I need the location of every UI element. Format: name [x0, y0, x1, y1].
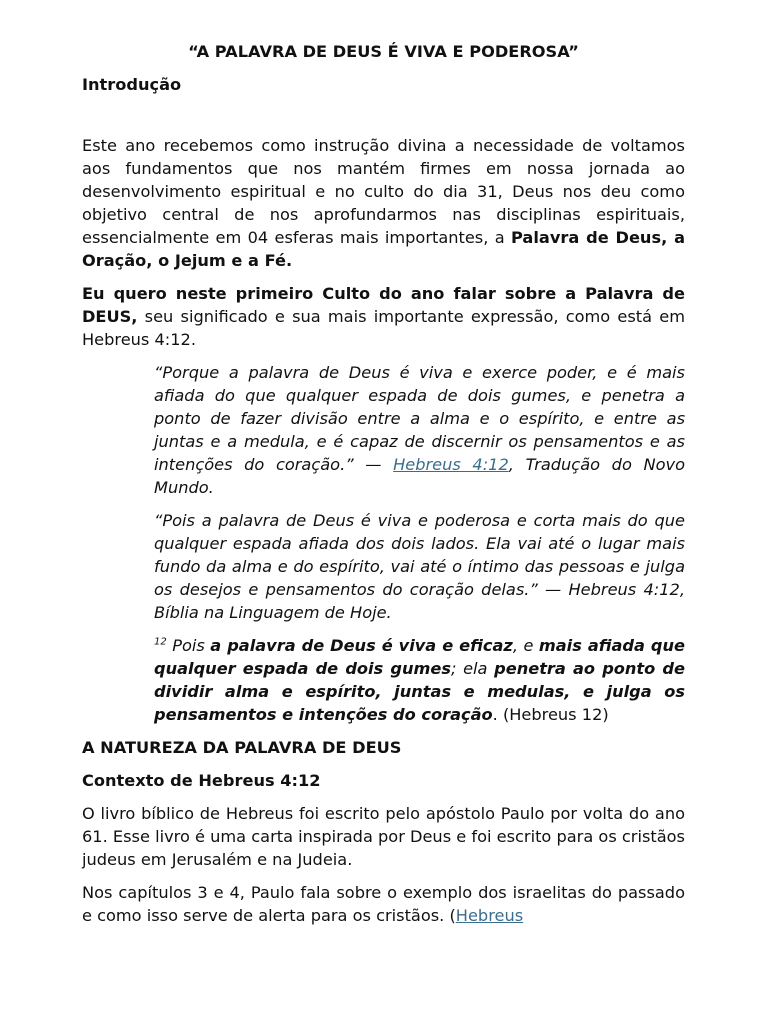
- culto-paragraph-text: seu significado e sua mais importante expressão, como está em Hebreus 4:12.: [82, 307, 685, 349]
- context-paragraph: O livro bíblico de Hebreus foi escrito pelo apóstolo Paulo por volta do ano 61. Esse livro é uma carta inspirada por Deus e foi escrito para os cristãos judeus em Jerusalém e na Judeia.: [82, 804, 685, 869]
- intro-paragraph: [82, 134, 685, 272]
- intro-heading: Introdução: [82, 75, 182, 94]
- verse-number: 12: [154, 636, 167, 648]
- document-page: [82, 40, 685, 937]
- quote-verse-mid-2: ; ela: [450, 659, 495, 678]
- quote-tnm-source: , Tradução do Novo Mundo.: [154, 455, 685, 497]
- document-title: “A PALAVRA DE DEUS É VIVA E PODEROSA”: [188, 42, 579, 61]
- quote-tnm: [154, 361, 685, 499]
- quote-blh: [154, 509, 685, 624]
- quote-tnm-text: “Porque a palavra de Deus é viva e exerce poder, e é mais afiada do que qualquer espada de dois gumes, e penetra a ponto de fazer divisão entre a alma e o espírito, e entre as juntas e a medula, e é capaz de discernir os pensamentos e as intenções do coração.” —: [154, 363, 685, 474]
- quote-verse-mid-1: , e: [512, 636, 539, 655]
- quote-verse-12: [154, 634, 685, 726]
- culto-paragraph-bold: Eu quero neste primeiro Culto do ano falar sobre a Palavra de DEUS,: [82, 284, 685, 326]
- culto-paragraph: [82, 282, 685, 351]
- context-heading: Contexto de Hebreus 4:12: [82, 771, 321, 790]
- quote-verse-bold-3: penetra ao ponto de dividir alma e espírito, juntas e medulas, e julga os pensamentos e intenções do coração: [154, 659, 685, 724]
- quote-verse-bold-2: mais afiada que qualquer espada de dois gumes: [154, 636, 685, 678]
- quote-verse-pre: Pois: [166, 636, 211, 655]
- quote-verse-bold-1: a palavra de Deus é viva e eficaz: [210, 636, 513, 655]
- quote-verse-end: . (Hebreus 12): [492, 705, 609, 724]
- section-heading-natureza: A NATUREZA DA PALAVRA DE DEUS: [82, 738, 402, 757]
- chapters-paragraph-text: Nos capítulos 3 e 4, Paulo fala sobre o exemplo dos israelitas do passado e como isso serve de alerta para os cristãos. (: [82, 883, 685, 925]
- hebreus-4-12-link[interactable]: Hebreus 4:12: [393, 455, 509, 474]
- quote-blh-text: “Pois a palavra de Deus é viva e poderosa e corta mais do que qualquer espada afiada dos dois lados. Ela vai até o lugar mais fundo da alma e do espírito, vai até o íntimo das pessoas e julga os desejos e pensamentos do coração delas.” — Hebreus 4:12, Bíblia na Linguagem de Hoje.: [154, 511, 685, 622]
- intro-paragraph-text: Este ano recebemos como instrução divina a necessidade de voltamos aos fundamentos que nos mantém firmes em nossa jornada ao desenvolvimento espiritual e no culto do dia 31, Deus nos deu como objetivo central de nos aprofundarmos nas disciplinas espirituais, essencialmente em 04 esferas mais importantes, a: [82, 136, 685, 247]
- hebreus-link[interactable]: Hebreus: [455, 906, 524, 925]
- intro-paragraph-bold: Palavra de Deus, a Oração, o Jejum e a Fé.: [82, 228, 685, 270]
- chapters-paragraph: [82, 881, 685, 927]
